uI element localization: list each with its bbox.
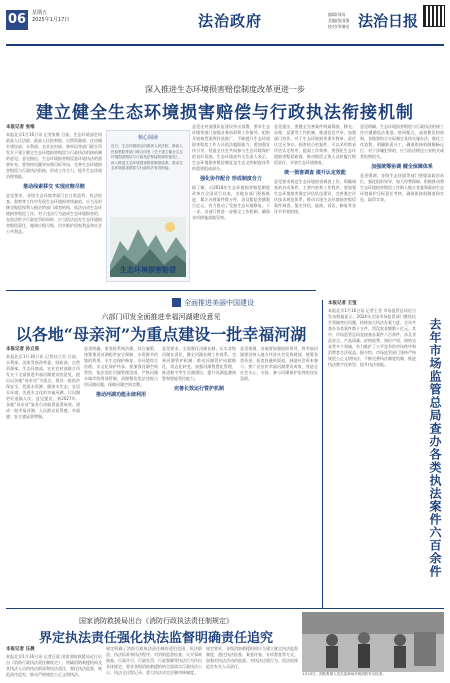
article-text: 本报北京1月16日讯 记者孙立昊 日前，水利部、国家发展改革委、财政部、自然资源部、生态环境部、农业农村部联合印发关于全面推进幸福河湖建设的意见，提出以各地“母亲河”为重点，建设一批防洪保安全、优质水资源、健康水生态、宜居水环境、先进水文化的幸福河湖，让河湖更好造福人民。意见提出，到2027年，各地“母亲河”复苏行动取得显著成效，建成一批幸福河湖，人民群众获得感、幸福感、安全感显著增强。 xyxy=(6,354,80,419)
article-text: 意见要求，全面强化河湖长制，压实各级河湖长责任，健全河湖长制工作体系。完善河湖管护机制，推动河湖管护向精细化、常态化转变。加强河湖智慧化管理，推进数字孪生河湖建设，提升河湖监测预警和智能管控能力。 xyxy=(162,346,236,381)
article-text: 意见强调，各级生态环境等部门要提高政治站位，强化组织领导，加大经费保障，积极推动将生态环境损害赔偿工作纳入地方党委和政府生态环境保护目标责任考核，确保衔接机制落到实处、取得实效。 xyxy=(360,173,444,202)
column-badge-icon xyxy=(172,298,181,307)
article-text: 意见强调，各地要加强组织领导，将幸福河湖建设纳入地方经济社会发展规划，统筹各类资金，拓宽投融资渠道，鼓励社会资本参与。要广泛宣传幸福河湖建设成效，营造全社会关心、支持、参与河湖保护治理的良好氛围。 xyxy=(240,346,318,381)
side-story-title: 去年市场监管总局查办各类执法案件六百余件 xyxy=(428,318,442,578)
qr-code-icon xyxy=(424,6,444,26)
top-story-column-3 xyxy=(192,124,270,286)
bottom-story-kicker: 国家消防救援局出台《消防行政执法责任制规定》 xyxy=(79,617,233,625)
bottom-story-title: 界定执法责任强化执法监督明确责任追究 xyxy=(38,631,273,646)
top-story-kicker: 深入推进生态环境损害赔偿制度改革更进一步 xyxy=(145,85,305,94)
subheading: 加强统筹协调 健全保障体系 xyxy=(371,164,433,170)
subheading: 完善长效运行管护机制 xyxy=(173,386,224,392)
core-reading-heading: 核心阅读 xyxy=(137,135,158,141)
second-story-column-4 xyxy=(240,346,318,604)
illustration-caption: 生态环境损害赔偿 xyxy=(120,266,176,274)
page-date: 星期五 2025年1月17日 xyxy=(32,10,70,23)
article-text: 规定要求，各级消防救援机构应当建立健全执法监督制度，通过执法检查、案卷评查、专项督查等方式，加强对执法活动的监督。对执法过错行为，依法依规追究有关人员责任。 xyxy=(206,646,298,669)
article-text: 据了解，自2018年生态环境损害赔偿制度改革在全国试行以来，各地各部门积极推进，累计办理案件数万件，涉及赔偿金额数百亿元，有力推动了受损生态环境修复。下一步，各部门将进一步健全工作机制，确保各项措施落地见效。 xyxy=(192,185,270,220)
top-story-column-5 xyxy=(360,124,444,286)
subheading: 统一损害调查 提升认定效能 xyxy=(284,170,346,176)
second-story-column-2 xyxy=(84,346,158,604)
second-story-column-3 xyxy=(162,346,236,604)
subheading: 推动河湖功能永续利用 xyxy=(95,392,146,398)
side-story-text xyxy=(328,300,416,604)
core-reading-box xyxy=(106,130,190,282)
subheading: 强化协作配合 形成制度合力 xyxy=(200,176,262,182)
news-photo xyxy=(302,612,444,672)
bottom-story-column-1 xyxy=(6,646,102,680)
core-reading-text: 近日，生态环境部会同最高人民法院、最高人民检察院等部门联合印发《关于建立健全生态环境损害赔偿与行政执法衔接机制的意见》，深入推进生态环境损害赔偿制度改革，推动生态环境损害赔偿与行政执法有效衔接。 xyxy=(111,144,183,170)
section-divider xyxy=(6,290,316,291)
second-story-column-1 xyxy=(6,346,80,604)
top-story-column-4 xyxy=(274,124,356,286)
top-story-byline: 本报记者 张维 xyxy=(6,125,35,130)
article-text: 规定明确了消防行政执法责任制的适用范围、执法职责、执法标准和执法程序，对消防监督检查、火灾事故调查、行政许可、行政处罚、行政强制等执法行为作出具体规定，要求各级消防救援机构全面落实行政执法公示、执法全过程记录、重大执法决定法制审核制度。 xyxy=(106,646,202,675)
subheading: 推动线索移交 实现应赔尽赔 xyxy=(23,184,85,190)
section-title: 法治政府 xyxy=(198,12,263,30)
second-story-kicker: 六部门印发全面推进幸福河湖建设意见 xyxy=(101,313,221,321)
masthead xyxy=(6,4,444,46)
section-divider xyxy=(6,608,444,609)
article-text: 意见要求规范生态环境损害调查工作，明确调查的启动条件、主要内容和工作程序。要加强生态环境损害鉴定评估队伍建设，完善鉴定评估技术规范体系，推动实现生态环境损害赔偿案件调查、鉴定评估、磋商、诉讼、修复等各环节有效衔接。 xyxy=(274,179,356,214)
article-text: 本报北京1月16日讯 记者汪晨 国家消防救援局近日出台《消防行政执法责任制规定》，明确消防救援机构及其执法人员的执法职责和执法责任，强化执法监督，规范责任追究，推动严格规范公正文明执法。 xyxy=(6,654,102,677)
top-story-title: 建立健全生态环境损害赔偿与行政执法衔接机制 xyxy=(36,103,414,123)
newspaper-logo: 法治日报 xyxy=(358,12,419,30)
second-story-byline: 本报记者 孙立昊 xyxy=(6,347,40,352)
article-text: 意见要求，各级生态环境等部门在日常监管、执法检查、督察等工作中发现生态环境损害线索的，应当及时移交赔偿权利人指定的部门或者机构，依法启动生态环境损害赔偿工作。对于违法行为造成生态环境损害的，在依法给予行政处罚的同时，应当依法追究生态环境损害赔偿责任，做到应赔尽赔，切实维护国家利益和社会公共利益。 xyxy=(6,193,102,234)
bottom-story-column-3 xyxy=(206,646,298,680)
article-text: 意见明确，要坚持系统治理、综合施策，统筹推进河湖防洪安全保障、水资源节约集约利用、水生态保护修复、水环境综合治理、水文化保护传承。要加强河湖空间管控，依法划定河湖管理范围，严格河湖水域岸线用途管制，清理整治违法违规占用河湖问题，保障河湖空间完整。 xyxy=(84,346,158,387)
side-story-byline: 本报记者 王莹 xyxy=(328,301,357,306)
editor-credits: 编辑/刘雨 美编/张国强 校对/李瑞亮 xyxy=(328,12,350,29)
second-story-title: 以各地“母亲河”为重点建设一批幸福河湖 xyxy=(15,325,307,344)
photo-caption: 1月10日，消防救援人员在某商场开展消防安全检查。 xyxy=(302,672,386,676)
bottom-story-byline: 本报记者 汪晨 xyxy=(6,647,35,652)
article-text: 本报北京1月16日讯 记者王莹 市场监管总局近日发布数据显示，2024年全国市场监管部门聚焦民生领域突出问题，持续加大执法办案力度，全年共查办各类案件数十万件，罚没款金额数十亿元。其中，市场监管总局直接查办案件六百余件，涉及食品安全、产品质量、价格收费、知识产权、网络交易等多个领域，有力维护了公平竞争的市场秩序和消费者合法权益。据介绍，市场监管部门坚持严格规范公正文明执法，不断完善执法制度机制，推进执法数字化转型，提升执法效能。 xyxy=(328,308,416,367)
photo-image xyxy=(302,612,444,672)
article-text: 意见明确，生态环境损害赔偿与行政执法衔接工作应遵循依法推进、协同配合、高效便民的原则。各地要结合实际制定具体实施办法，细化工作流程，明确职责分工，确保衔接机制顺畅运行。对于涉嫌犯罪的，应当依法移送公安机关或者检察机关。 xyxy=(360,124,444,159)
article-text: 意见还对加强队伍建设作出部署，要求生态环境等部门加强业务培训和工作指导，组织开展典型案例评选推广，不断提升生态环境损害赔偿工作人员依法履职能力。要加强宣传引导，营造全社会共同参与生态环境保护的良好氛围。生态环境部有关负责人表示，生态环境损害赔偿制度是生态文明制度体系的重要组成部分。 xyxy=(192,124,270,171)
page-number: 06 xyxy=(6,10,28,30)
illustration-image xyxy=(110,217,186,277)
article-text: 意见提出，要健全完善案件线索筛查、移交、办理、反馈等工作机制，推进信息共享，加强部门协作。对于生态环境损害事实简单、责任认定无争议、损害较小的案件，可以采用简易评估认定程序，提高工作效率。要强化生态环境损害赔偿磋商，推动赔偿义务人及时履行赔偿责任，开展生态环境修复。 xyxy=(274,124,356,165)
article-text: 本报北京1月16日讯 记者张维 日前，生态环境部会同最高人民法院、最高人民检察院、自然资源部、住房城乡建设部、水利部、农业农村部、林草局等部门联合印发关于建立健全生态环境损害赔偿与行政执法衔接机制的意见。意见指出，生态环境损害赔偿是环境执法的重要补充，要坚持问题导向和目标导向，完善生态环境损害赔偿与行政执法衔接，形成工作合力，提升生态环境治理效能。 xyxy=(6,132,102,179)
column-name: 全面推进美丽中国建设 xyxy=(184,299,254,307)
top-story-column-1 xyxy=(6,124,102,286)
bottom-story-column-2 xyxy=(106,646,202,680)
column-rule xyxy=(322,300,323,608)
